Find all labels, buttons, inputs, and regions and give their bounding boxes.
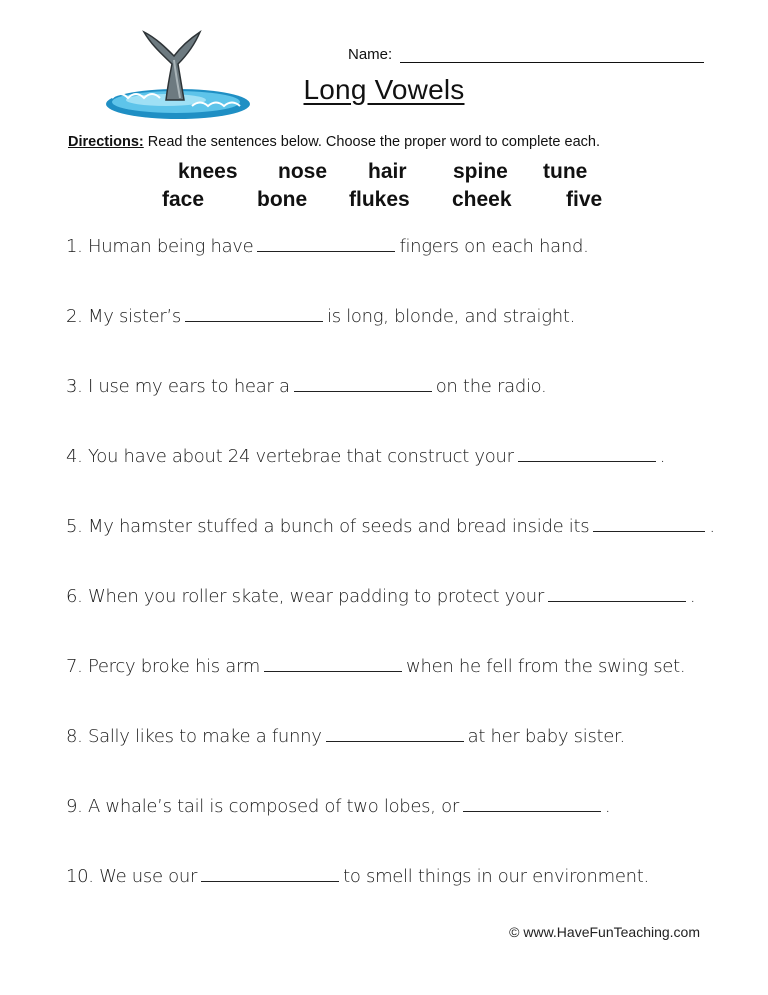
question-item: 6. When you roller skate, wear padding to protect your . — [66, 586, 696, 607]
directions — [68, 134, 600, 150]
question-item: 5. My hamster stuffed a bunch of seeds and bread inside its . — [66, 516, 715, 537]
name-label: Name: — [348, 46, 393, 63]
answer-blank[interactable] — [463, 797, 601, 812]
copyright-footer: © www.HaveFunTeaching.com — [509, 924, 700, 940]
word-bank-word: knees — [178, 160, 238, 183]
name-line[interactable] — [400, 62, 704, 63]
word-bank-word: spine — [453, 160, 508, 183]
word-bank-word: tune — [543, 160, 588, 183]
name-field[interactable] — [348, 46, 704, 66]
word-bank-word: hair — [368, 160, 407, 183]
answer-blank[interactable] — [326, 727, 464, 742]
word-bank-word: bone — [257, 188, 308, 211]
word-bank-word: nose — [278, 160, 328, 183]
question-item: 8. Sally likes to make a funny at her baby sister. — [66, 726, 625, 747]
word-bank-word: face — [162, 188, 205, 211]
word-bank-word: cheek — [452, 188, 512, 211]
question-item: 9. A whale’s tail is composed of two lobes, or . — [66, 796, 611, 817]
question-item: 2. My sister’s is long, blonde, and straight. — [66, 306, 576, 327]
question-item: 4. You have about 24 vertebrae that construct your . — [66, 446, 666, 467]
directions-text: Read the sentences below. Choose the proper word to complete each. — [147, 134, 600, 150]
answer-blank[interactable] — [185, 307, 323, 322]
answer-blank[interactable] — [294, 377, 432, 392]
word-bank-word: flukes — [349, 188, 410, 211]
question-item: 7. Percy broke his arm when he fell from the swing set. — [66, 656, 686, 677]
answer-blank[interactable] — [518, 447, 656, 462]
answer-blank[interactable] — [257, 237, 395, 252]
directions-label: Directions: — [68, 134, 144, 150]
question-item: 1. Human being have fingers on each hand. — [66, 236, 589, 257]
word-bank-word: five — [566, 188, 603, 211]
answer-blank[interactable] — [201, 867, 339, 882]
page-title: Long Vowels — [303, 74, 465, 105]
question-item: 10. We use our to smell things in our environment. — [66, 866, 649, 887]
answer-blank[interactable] — [264, 657, 402, 672]
answer-blank[interactable] — [548, 587, 686, 602]
question-item: 3. I use my ears to hear a on the radio. — [66, 376, 547, 397]
answer-blank[interactable] — [593, 517, 705, 532]
